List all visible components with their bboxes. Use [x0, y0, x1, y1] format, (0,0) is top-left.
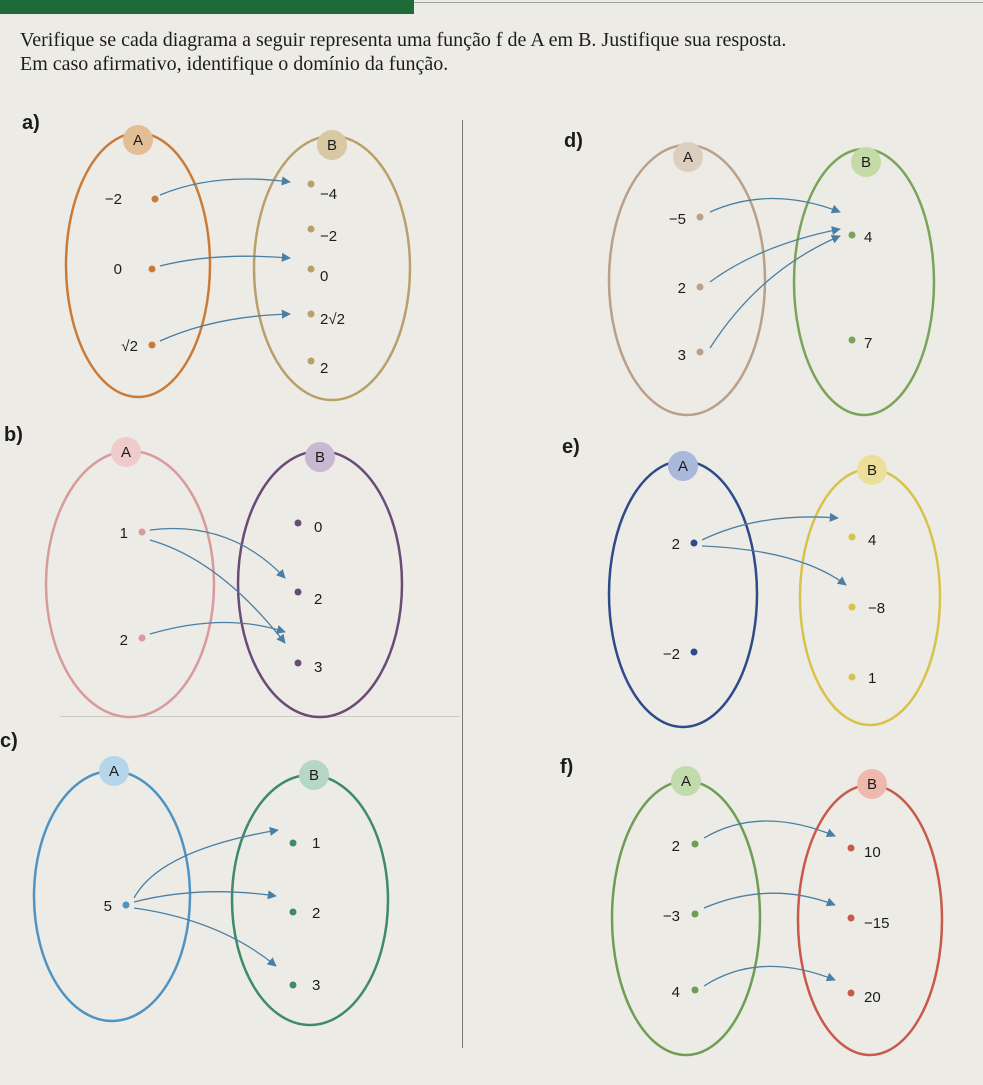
set-b-element-e: 4	[868, 532, 877, 549]
set-b-label-c: B	[308, 767, 320, 784]
set-a-label-d: A	[682, 149, 694, 166]
set-a-point-f	[692, 841, 699, 848]
label-part-f: f)	[560, 756, 574, 778]
set-a-element-a: −2	[104, 191, 122, 208]
set-a-element-a: 0	[113, 261, 122, 278]
set-b-point-f	[848, 845, 855, 852]
set-b-label-d: B	[860, 154, 872, 171]
set-a-element-e: 2	[671, 536, 680, 553]
label-part-a: a)	[22, 112, 40, 134]
set-b-element-f: 10	[864, 844, 881, 861]
set-a-label-a: A	[132, 132, 144, 149]
set-b-element-a: 2	[320, 360, 329, 377]
set-a-point-f	[692, 911, 699, 918]
set-b-element-e: 1	[868, 670, 877, 687]
label-part-b: b)	[4, 424, 23, 446]
statement-line-1: Verifique se cada diagrama a seguir representa uma função f de A em B. Justifique sua resposta.	[20, 29, 787, 51]
set-a-element-d: −5	[668, 211, 686, 228]
set-a-ellipse-f	[612, 781, 760, 1055]
set-a-element-d: 2	[677, 280, 686, 297]
set-b-element-c: 1	[312, 835, 321, 852]
set-a-label-b: A	[120, 444, 132, 461]
set-b-element-d: 7	[864, 335, 873, 352]
set-a-label-c: A	[108, 763, 120, 780]
label-part-d: d)	[564, 130, 583, 152]
set-a-element-f: −3	[662, 908, 680, 925]
set-a-element-d: 3	[677, 347, 686, 364]
set-b-point-f	[848, 915, 855, 922]
set-b-element-a: −2	[320, 228, 338, 245]
set-b-element-a: 2√2	[320, 311, 345, 328]
set-b-element-b: 2	[314, 591, 323, 608]
set-a-point-f	[692, 987, 699, 994]
set-b-element-e: −8	[868, 600, 886, 617]
mapping-arrow-f	[704, 966, 835, 986]
set-a-element-b: 1	[119, 525, 128, 542]
set-a-element-b: 2	[119, 632, 128, 649]
set-a-element-a: √2	[121, 338, 138, 355]
statement-line-2: Em caso afirmativo, identifique o domínio da função.	[20, 53, 449, 75]
mapping-arrow-f	[704, 821, 835, 838]
set-b-point-f	[848, 990, 855, 997]
set-b-label-f: B	[866, 776, 878, 793]
set-a-label-f: A	[680, 773, 692, 790]
set-b-element-c: 2	[312, 905, 321, 922]
set-a-element-c: 5	[103, 898, 112, 915]
set-b-element-f: 20	[864, 989, 881, 1006]
set-b-element-b: 3	[314, 659, 323, 676]
set-a-label-e: A	[677, 458, 689, 475]
set-b-element-f: −15	[864, 915, 890, 932]
set-b-label-b: B	[314, 449, 326, 466]
set-b-element-a: −4	[320, 186, 338, 203]
label-part-c: c)	[0, 730, 18, 752]
set-a-element-f: 2	[671, 838, 680, 855]
mapping-arrow-f	[704, 893, 835, 908]
set-b-element-c: 3	[312, 977, 321, 994]
label-part-e: e)	[562, 436, 580, 458]
set-b-label-a: B	[326, 137, 338, 154]
set-b-element-a: 0	[320, 268, 329, 285]
set-a-element-e: −2	[662, 646, 680, 663]
set-a-element-f: 4	[671, 984, 680, 1001]
set-b-element-b: 0	[314, 519, 323, 536]
set-b-label-e: B	[866, 462, 878, 479]
set-b-element-d: 4	[864, 229, 873, 246]
